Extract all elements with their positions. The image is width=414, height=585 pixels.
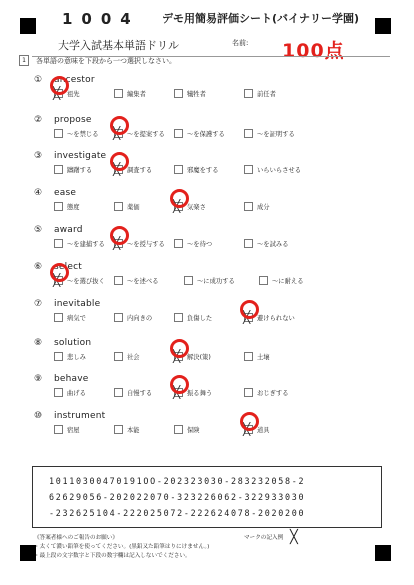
- answer-checkbox[interactable]: [244, 388, 253, 397]
- answer-option-label: ～を選び抜く: [67, 277, 105, 285]
- answer-option[interactable]: [174, 238, 212, 248]
- cross-mark-icon: ╳: [173, 198, 181, 213]
- vocab-item: [34, 299, 394, 331]
- item-word: ease: [54, 188, 77, 198]
- answer-checkbox[interactable]: [244, 129, 253, 138]
- cross-mark-icon: ╳: [113, 125, 121, 140]
- item-word: behave: [54, 374, 89, 384]
- answer-checkbox[interactable]: [113, 235, 123, 250]
- answer-checkbox[interactable]: [244, 239, 253, 248]
- answer-option-label: 躊躇する: [67, 166, 93, 174]
- item-number: ⑩: [34, 411, 43, 421]
- item-number: ⑧: [34, 338, 43, 348]
- answer-option[interactable]: [114, 312, 152, 322]
- answer-checkbox[interactable]: [114, 202, 123, 211]
- answer-checkbox[interactable]: [54, 202, 63, 211]
- answer-option-label: 薬価: [127, 203, 140, 211]
- answer-checkbox[interactable]: [53, 272, 63, 287]
- answer-option-label: 犠牲者: [187, 90, 206, 98]
- correct-circle-icon: [110, 226, 129, 245]
- answer-checkbox[interactable]: [54, 388, 63, 397]
- sheet-title: デモ用簡易評価シート(バイナリー学園): [162, 12, 360, 25]
- cross-mark-icon: ╳: [173, 348, 181, 363]
- answer-checkbox[interactable]: [54, 352, 63, 361]
- answer-option[interactable]: [114, 424, 140, 434]
- answer-option-label: 編集者: [127, 90, 146, 98]
- answer-checkbox[interactable]: [173, 348, 183, 363]
- answer-checkbox[interactable]: [114, 276, 123, 285]
- item-number: ⑥: [34, 262, 43, 272]
- answer-option[interactable]: [244, 164, 301, 174]
- answer-option[interactable]: [53, 85, 80, 100]
- item-number: ⑨: [34, 374, 43, 384]
- answer-option-label: おじぎする: [257, 389, 289, 397]
- answer-option[interactable]: [114, 88, 146, 98]
- answer-option-label: 成分: [257, 203, 270, 211]
- answer-option-label: ～を保護する: [187, 130, 225, 138]
- correct-circle-icon: [110, 116, 129, 135]
- item-word: award: [54, 225, 83, 235]
- registration-mark-bottom-right: [375, 545, 391, 561]
- answer-checkbox[interactable]: [244, 165, 253, 174]
- answer-option[interactable]: [54, 312, 86, 322]
- answer-option-label: 調査する: [127, 166, 153, 174]
- item-word: select: [54, 262, 82, 272]
- footer-note-title: 《答案者様へのご報告のお願い》: [34, 535, 118, 541]
- item-word: propose: [54, 115, 92, 125]
- code-line: 10110300470191OO-202323030-283232058-2: [49, 476, 306, 486]
- answer-option-label: 祖先: [67, 90, 80, 98]
- item-number: ④: [34, 188, 43, 198]
- answer-option[interactable]: [244, 238, 288, 248]
- answer-checkbox[interactable]: [244, 89, 253, 98]
- answer-checkbox[interactable]: [113, 125, 123, 140]
- subject-title: 大学入試基本単語ドリル: [58, 39, 179, 52]
- answer-option[interactable]: [53, 272, 105, 287]
- answer-checkbox[interactable]: [113, 161, 123, 176]
- answer-option[interactable]: [244, 351, 270, 361]
- answer-option-label: 悲しみ: [67, 353, 86, 361]
- item-number: ⑤: [34, 225, 43, 235]
- answer-option-label: 前任者: [257, 90, 276, 98]
- correct-circle-icon: [170, 375, 189, 394]
- answer-option[interactable]: [184, 275, 235, 285]
- answer-code-box: [32, 466, 382, 528]
- vocab-item: [34, 115, 394, 147]
- answer-checkbox[interactable]: [114, 313, 123, 322]
- answer-option[interactable]: [244, 128, 295, 138]
- cross-mark-icon: ╳: [113, 235, 121, 250]
- answer-checkbox[interactable]: [174, 425, 183, 434]
- answer-checkbox[interactable]: [114, 388, 123, 397]
- answer-option[interactable]: [54, 238, 105, 248]
- answer-checkbox[interactable]: [114, 352, 123, 361]
- answer-option[interactable]: [174, 128, 225, 138]
- answer-checkbox[interactable]: [54, 165, 63, 174]
- cross-mark-icon: ╳: [113, 161, 121, 176]
- vocab-item: [34, 262, 394, 294]
- answer-option-label: 態度: [67, 203, 80, 211]
- answer-option[interactable]: [54, 128, 98, 138]
- answer-checkbox[interactable]: [243, 421, 253, 436]
- answer-checkbox[interactable]: [174, 129, 183, 138]
- vocab-item: [34, 411, 394, 443]
- item-word: instrument: [54, 411, 106, 421]
- answer-option-label: ～を待つ: [187, 240, 213, 248]
- code-line: 62629056-202022070-323226062-322933030: [49, 492, 306, 502]
- vocab-item: [34, 338, 394, 370]
- mark-example-cross-icon: ╳: [290, 530, 298, 545]
- item-number: ②: [34, 115, 43, 125]
- answer-option-label: 保険: [187, 426, 200, 434]
- answer-option-label: 本能: [127, 426, 140, 434]
- answer-option-label: 気楽さ: [187, 203, 206, 211]
- answer-option[interactable]: [54, 387, 86, 397]
- answer-checkbox[interactable]: [173, 198, 183, 213]
- name-label: 名前:: [232, 39, 249, 47]
- answer-checkbox[interactable]: [244, 202, 253, 211]
- answer-option-label: 道具: [257, 426, 270, 434]
- answer-option-label: 解決(策): [187, 353, 211, 361]
- answer-checkbox[interactable]: [244, 352, 253, 361]
- answer-checkbox[interactable]: [174, 165, 183, 174]
- answer-option[interactable]: [174, 164, 218, 174]
- correct-circle-icon: [50, 76, 69, 95]
- cross-mark-icon: ╳: [53, 272, 61, 287]
- answer-option[interactable]: [243, 309, 295, 324]
- answer-checkbox[interactable]: [114, 425, 123, 434]
- answer-option-label: 振る舞う: [187, 389, 213, 397]
- correct-circle-icon: [170, 339, 189, 358]
- answer-option-label: 負傷した: [187, 314, 213, 322]
- answer-option-label: 自慢する: [127, 389, 153, 397]
- vocab-item: [34, 374, 394, 406]
- answer-option-label: 避けられない: [257, 314, 295, 322]
- answer-option-label: 社会: [127, 353, 140, 361]
- answer-option-label: ～を証明する: [257, 130, 295, 138]
- answer-option[interactable]: [173, 384, 213, 399]
- answer-option[interactable]: [113, 125, 165, 140]
- item-word: inevitable: [54, 299, 101, 309]
- registration-mark-top-right: [375, 18, 391, 34]
- answer-checkbox[interactable]: [243, 309, 253, 324]
- answer-option-label: 内向きの: [127, 314, 153, 322]
- answer-option[interactable]: [174, 88, 206, 98]
- cross-mark-icon: ╳: [243, 309, 251, 324]
- answer-option-label: ～を述べる: [127, 277, 159, 285]
- answer-option-label: ～を授与する: [127, 240, 165, 248]
- mark-example-label: マークの記入例: [244, 535, 284, 541]
- answer-option[interactable]: [113, 235, 165, 250]
- answer-option[interactable]: [173, 198, 206, 213]
- cross-mark-icon: ╳: [243, 421, 251, 436]
- answer-option-label: ～に成功する: [197, 277, 235, 285]
- answer-option[interactable]: [244, 88, 276, 98]
- vocab-item: [34, 151, 394, 183]
- answer-checkbox[interactable]: [54, 425, 63, 434]
- answer-checkbox[interactable]: [174, 89, 183, 98]
- answer-option[interactable]: [243, 421, 270, 436]
- correct-circle-icon: [170, 189, 189, 208]
- item-number: ①: [34, 75, 43, 85]
- answer-checkbox[interactable]: [54, 239, 63, 248]
- answer-option[interactable]: [114, 351, 140, 361]
- answer-option-label: ～を禁じる: [67, 130, 99, 138]
- footer-note-2: ・最上段の文字数字と下段の数字欄は記入しないでください。: [34, 553, 191, 559]
- answer-option-label: ～に耐える: [272, 277, 304, 285]
- answer-checkbox[interactable]: [53, 85, 63, 100]
- answer-option[interactable]: [54, 351, 86, 361]
- registration-mark-top-left: [20, 18, 36, 34]
- answer-option[interactable]: [114, 387, 152, 397]
- item-number: ③: [34, 151, 43, 161]
- answer-option[interactable]: [54, 164, 92, 174]
- answer-option-label: 病気で: [67, 314, 86, 322]
- vocab-item: [34, 225, 394, 257]
- answer-option[interactable]: [114, 201, 140, 211]
- answer-option[interactable]: [54, 424, 80, 434]
- question-number: 1: [19, 55, 29, 66]
- vocab-item: [34, 75, 394, 107]
- cross-mark-icon: ╳: [53, 85, 61, 100]
- answer-option[interactable]: [174, 424, 200, 434]
- item-word: solution: [54, 338, 92, 348]
- correct-circle-icon: [50, 263, 69, 282]
- answer-checkbox[interactable]: [114, 89, 123, 98]
- item-word: investigate: [54, 151, 107, 161]
- answer-checkbox[interactable]: [54, 129, 63, 138]
- cross-mark-icon: ╳: [173, 384, 181, 399]
- answer-option[interactable]: [114, 275, 158, 285]
- answer-option[interactable]: [113, 161, 153, 176]
- sheet-code: 1004: [62, 10, 140, 28]
- vocab-item: [34, 188, 394, 220]
- code-line: -232625104-222025072-222624078-2020200: [49, 508, 306, 518]
- answer-option-label: ～を提案する: [127, 130, 165, 138]
- answer-checkbox[interactable]: [174, 313, 183, 322]
- score-handwritten: 100点: [282, 40, 345, 62]
- footer-note-1: ・太くて濃い鉛筆を使ってください。(黒鉛又た鉛筆はりにけません。): [34, 544, 210, 550]
- correct-circle-icon: [240, 300, 259, 319]
- item-word: ancestor: [54, 75, 95, 85]
- answer-checkbox[interactable]: [54, 313, 63, 322]
- answer-option[interactable]: [54, 201, 80, 211]
- answer-option-label: 宿屋: [67, 426, 80, 434]
- answer-option-label: 邪魔をする: [187, 166, 219, 174]
- answer-option[interactable]: [259, 275, 303, 285]
- answer-checkbox[interactable]: [173, 384, 183, 399]
- answer-option-label: ～を建捕する: [67, 240, 105, 248]
- answer-checkbox[interactable]: [174, 239, 183, 248]
- correct-circle-icon: [110, 152, 129, 171]
- question-instruction: 各単語の意味を下段から一つ選択しなさい。: [36, 57, 176, 65]
- answer-option[interactable]: [174, 312, 212, 322]
- answer-option-label: ～を試みる: [257, 240, 289, 248]
- correct-circle-icon: [240, 412, 259, 431]
- answer-option-label: いらいらさせる: [257, 166, 302, 174]
- item-number: ⑦: [34, 299, 43, 309]
- answer-option-label: 曲げる: [67, 389, 86, 397]
- answer-option-label: 土壌: [257, 353, 270, 361]
- answer-checkbox[interactable]: [184, 276, 193, 285]
- answer-option[interactable]: [244, 201, 270, 211]
- answer-checkbox[interactable]: [259, 276, 268, 285]
- answer-option[interactable]: [173, 348, 211, 363]
- answer-option[interactable]: [244, 387, 288, 397]
